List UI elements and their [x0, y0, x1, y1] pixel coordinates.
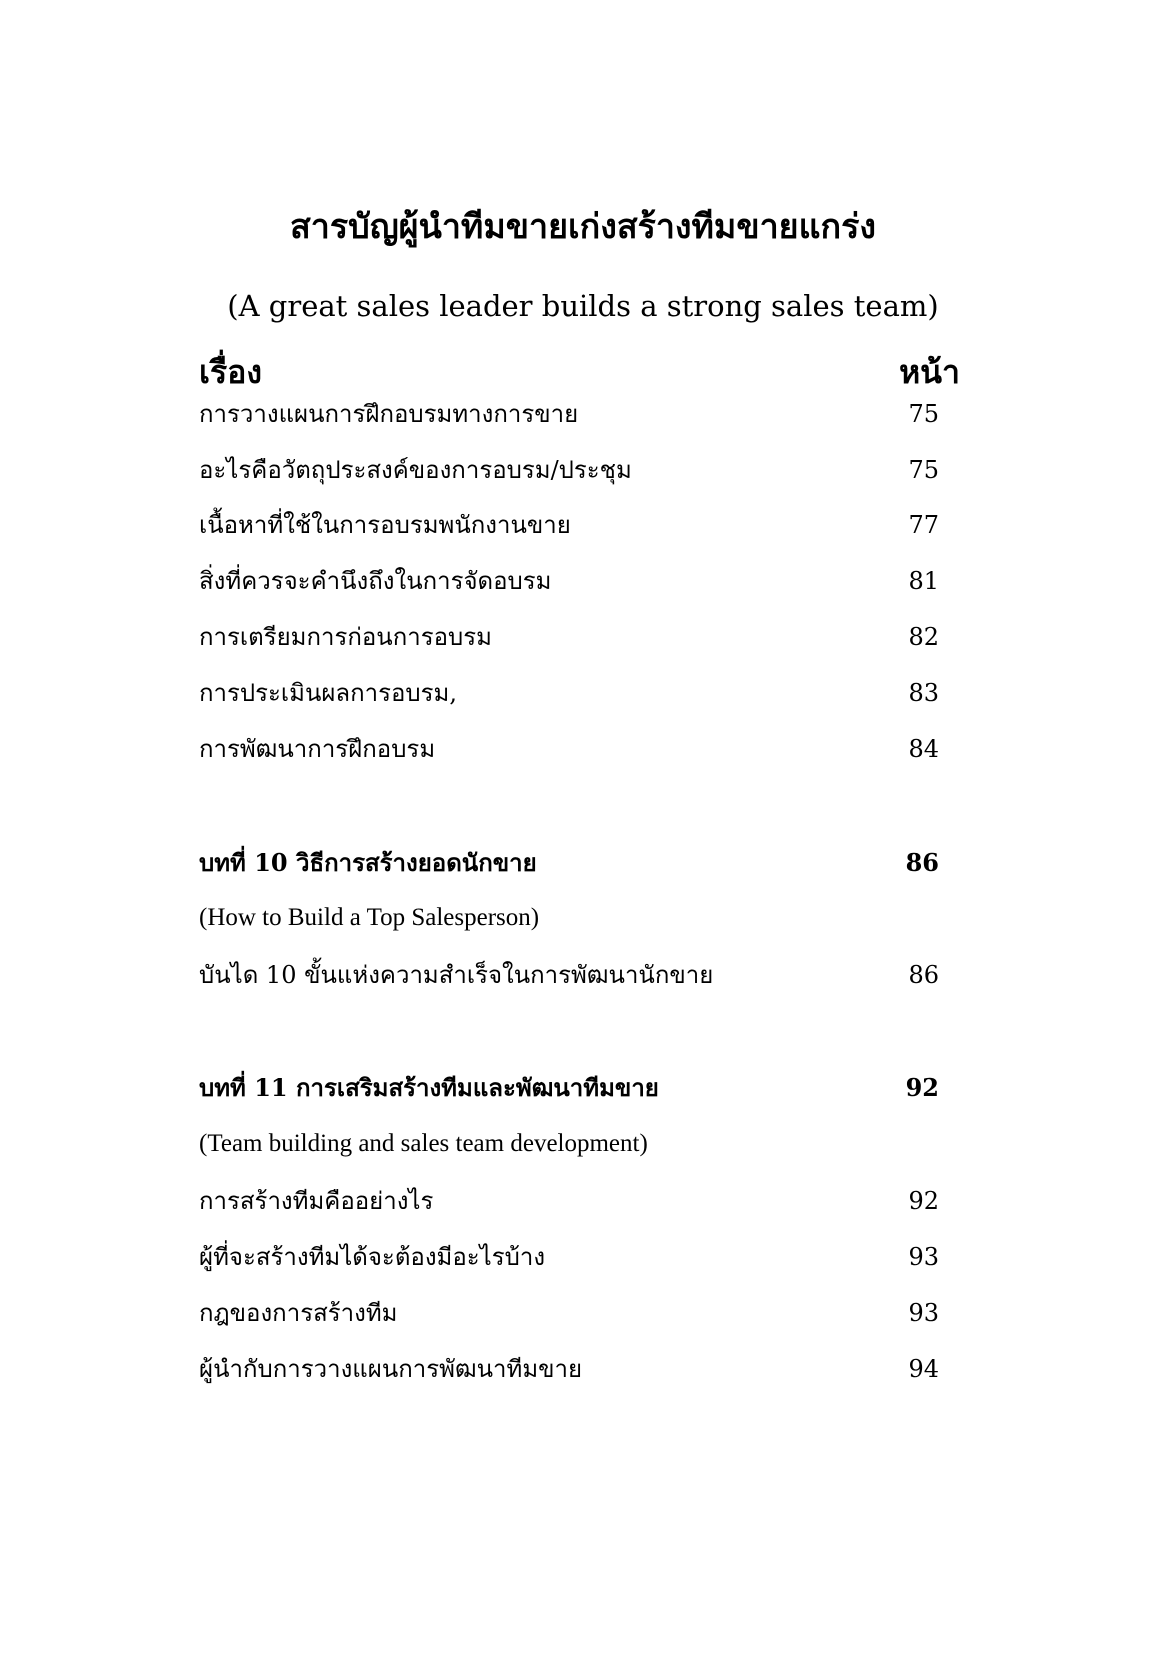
toc-entry-page: 92	[908, 1187, 939, 1215]
toc-entry-page: 86	[908, 961, 939, 989]
chapter-subtitle: (How to Build a Top Salesperson)	[199, 904, 540, 931]
toc-entry-label: การประเมินผลการอบรม,	[199, 679, 457, 707]
toc-entry-label: เนื้อหาที่ใช้ในการอบรมพนักงานขาย	[199, 511, 571, 539]
toc-entry	[199, 617, 939, 657]
toc-entry	[199, 1349, 939, 1389]
toc-entry-page: 75	[908, 456, 939, 484]
toc-entry-page: 84	[908, 735, 939, 763]
toc-entry	[199, 673, 939, 713]
chapter-11-subtitle	[199, 1124, 939, 1164]
toc-entry-label: บันได 10 ขั้นแห่งความสำเร็จในการพัฒนานักขาย	[199, 961, 714, 989]
column-header-page: หน้า	[899, 353, 960, 391]
chapter-title: บทที่ 10 วิธีการสร้างยอดนักขาย	[199, 848, 537, 877]
toc-entry	[199, 729, 939, 769]
toc-entry-label: การเตรียมการก่อนการอบรม	[199, 623, 492, 651]
toc-entry	[199, 1181, 939, 1221]
column-header-topic: เรื่อง	[199, 353, 262, 391]
toc-entry-label: ผู้ที่จะสร้างทีมได้จะต้องมีอะไรบ้าง	[199, 1243, 546, 1271]
toc-entry-page: 94	[908, 1355, 939, 1383]
toc-entry-label: สิ่งที่ควรจะคำนึงถึงในการจัดอบรม	[199, 567, 552, 595]
toc-entry	[199, 1293, 939, 1333]
toc-entry-page: 75	[908, 400, 939, 428]
toc-entry	[199, 505, 939, 545]
chapter-10-heading	[199, 843, 939, 883]
toc-entry-page: 82	[908, 623, 939, 651]
toc-entry	[199, 561, 939, 601]
toc-entry-page: 77	[908, 511, 939, 539]
toc-entry-label: ผู้นำกับการวางแผนการพัฒนาทีมขาย	[199, 1355, 583, 1383]
chapter-title: บทที่ 11 การเสริมสร้างทีมและพัฒนาทีมขาย	[199, 1073, 659, 1102]
chapter-10-subtitle	[199, 898, 939, 938]
chapter-11-heading	[199, 1068, 939, 1108]
chapter-subtitle: (Team building and sales team development)	[199, 1130, 648, 1157]
toc-entry-page: 83	[908, 679, 939, 707]
toc-entry	[199, 955, 939, 995]
chapter-page: 92	[905, 1073, 939, 1102]
chapter-page: 86	[905, 848, 939, 877]
page-title: สารบัญผู้นำทีมขายเก่งสร้างทีมขายแกร่ง	[290, 207, 876, 247]
toc-entry-label: การพัฒนาการฝึกอบรม	[199, 735, 436, 763]
toc-entry-label: การสร้างทีมคืออย่างไร	[199, 1187, 434, 1215]
toc-entry-page: 93	[908, 1243, 939, 1271]
toc-entry-page: 81	[908, 567, 939, 595]
toc-entry-label: การวางแผนการฝึกอบรมทางการขาย	[199, 400, 579, 428]
toc-entry-label: อะไรคือวัตถุประสงค์ของการอบรม/ประชุม	[199, 456, 632, 484]
toc-entry-page: 93	[908, 1299, 939, 1327]
toc-entry	[199, 1237, 939, 1277]
page-subtitle: (A great sales leader builds a strong sales team)	[227, 289, 939, 323]
toc-entry	[199, 450, 939, 490]
toc-entry-label: กฎของการสร้างทีม	[199, 1299, 398, 1327]
toc-entry	[199, 394, 939, 434]
